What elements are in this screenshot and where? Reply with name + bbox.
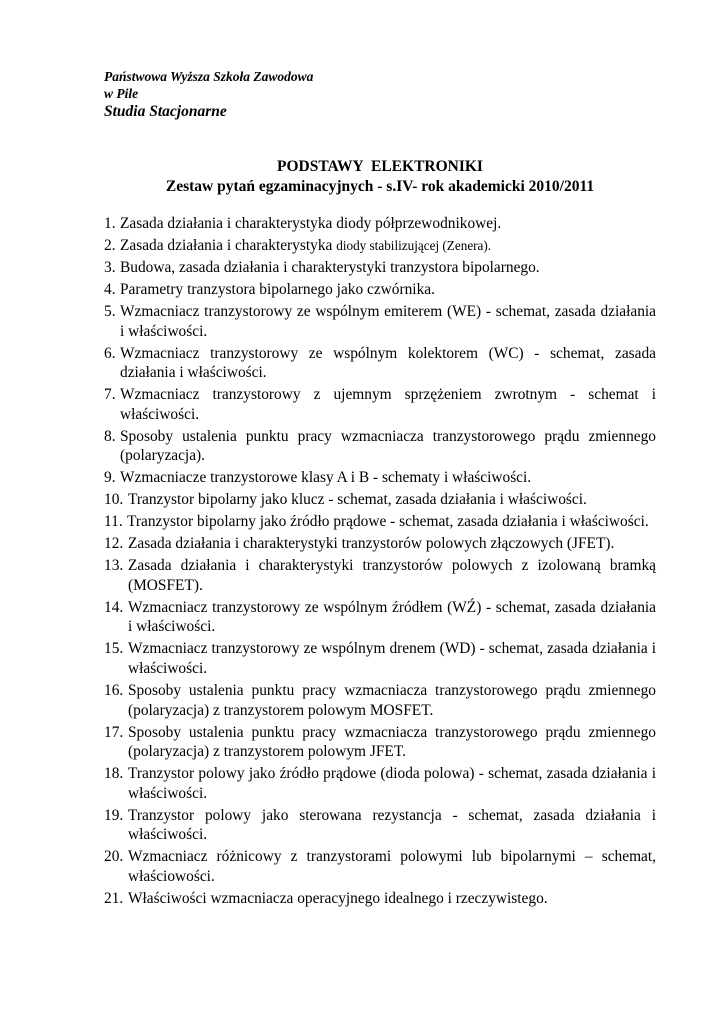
- question-item: [104, 639, 656, 678]
- question-number: 5.: [104, 302, 116, 320]
- question-text: [120, 258, 656, 278]
- question-text-main: Tranzystor bipolarny jako klucz - schemat, zasada działania i właściwości.: [128, 491, 587, 509]
- question-text-main: Budowa, zasada działania i charakterystyki tranzystora bipolarnego.: [120, 258, 540, 276]
- question-number: 10.: [104, 491, 124, 509]
- question-text-main: Sposoby ustalenia punktu pracy wzmacniacza tranzystorowego prądu zmiennego (polaryzacja) z tranzystorem polowym JFET.: [128, 723, 656, 761]
- question-number: 8.: [104, 427, 116, 445]
- question-text: [128, 847, 656, 886]
- question-number: 15.: [104, 640, 124, 658]
- question-text-main: Wzmacniacz tranzystorowy ze wspólnym źródłem (WŹ) - schemat, zasada działania i właściwości.: [128, 598, 656, 636]
- question-text-main: Sposoby ustalenia punktu pracy wzmacniacza tranzystorowego prądu zmiennego (polaryzacja).: [120, 427, 656, 465]
- question-number: 16.: [104, 681, 124, 699]
- question-item: [104, 764, 656, 803]
- question-item: [104, 280, 656, 300]
- question-text: [128, 639, 656, 678]
- question-text: [128, 556, 656, 595]
- question-text-main: Właściwości wzmacniacza operacyjnego idealnego i rzeczywistego.: [128, 889, 548, 907]
- question-number: 19.: [104, 806, 124, 824]
- question-item: [104, 598, 656, 637]
- question-item: [104, 681, 656, 720]
- question-item: [104, 556, 656, 595]
- question-text: [120, 344, 656, 383]
- question-text-main: Parametry tranzystora bipolarnego jako czwórnika.: [120, 280, 435, 298]
- question-text-main: Zasada działania i charakterystyki tranzystorów polowych złączowych (JFET).: [128, 535, 615, 553]
- question-text-main: Wzmacniacz tranzystorowy ze wspólnym drenem (WD) - schemat, zasada działania i właściwości.: [128, 640, 656, 677]
- question-item: [104, 427, 656, 466]
- question-text-main: Wzmacniacze tranzystorowe klasy A i B - schematy i właściwości.: [120, 469, 532, 487]
- question-text: [120, 280, 656, 300]
- question-text: [120, 385, 656, 424]
- question-text: [128, 598, 656, 637]
- question-text-main: Wzmacniacz tranzystorowy ze wspólnym kolektorem (WC) - schemat, zasada działania i właściwości.: [120, 344, 656, 382]
- question-item: [104, 723, 656, 762]
- question-text-main: Tranzystor polowy jako sterowana rezystancja - schemat, zasada działania i właściwości.: [128, 806, 656, 844]
- question-item: [104, 214, 656, 234]
- question-text: [120, 214, 656, 234]
- question-item: [104, 847, 656, 886]
- question-text: [120, 302, 656, 341]
- question-text-main: Wzmacniacz tranzystorowy z ujemnym sprzężeniem zwrotnym - schemat i właściwości.: [120, 386, 656, 423]
- question-text: [128, 806, 656, 845]
- question-text-main: Zasada działania i charakterystyki tranzystorów polowych z izolowaną bramką (MOSFET).: [128, 557, 656, 594]
- question-text: [128, 764, 656, 803]
- question-number: 9.: [104, 469, 116, 487]
- question-item: [104, 344, 656, 383]
- question-text-small: diody stabilizującej (Zenera).: [336, 237, 492, 253]
- question-item: [104, 889, 656, 909]
- question-text: [120, 427, 656, 466]
- question-number: 7.: [104, 386, 116, 404]
- question-text-main: Tranzystor bipolarny jako źródło prądowe - schemat, zasada działania i właściwości.: [127, 513, 649, 531]
- question-text-main: Wzmacniacz tranzystorowy ze wspólnym emiterem (WE) - schemat, zasada działania i właściwości.: [120, 302, 656, 340]
- question-text: [128, 723, 656, 762]
- question-item: [104, 385, 656, 424]
- question-text-main: Tranzystor polowy jako źródło prądowe (dioda polowa) - schemat, zasada działania i właściwości.: [128, 765, 656, 802]
- question-text-main: Zasada działania i charakterystyka: [120, 236, 337, 254]
- question-text-main: Zasada działania i charakterystyka diody półprzewodnikowej.: [120, 215, 502, 232]
- question-number: 2.: [104, 236, 116, 254]
- question-text-main: Wzmacniacz różnicowy z tranzystorami polowymi lub bipolarnymi – schemat, właściowości.: [128, 848, 656, 885]
- question-number: 14.: [104, 598, 124, 616]
- exam-set-title: Zestaw pytań egzaminacyjnych - s.IV- rok akademicki 2010/2011: [165, 178, 595, 195]
- question-item: [104, 236, 656, 256]
- question-item: [104, 490, 656, 510]
- course-title: PODSTAWY ELEKTRONIKI: [277, 158, 483, 175]
- question-item: [104, 512, 656, 532]
- question-text-main: Sposoby ustalenia punktu pracy wzmacniacza tranzystorowego prądu zmiennego (polaryzacja) z tranzystorem polowym MOSFET.: [128, 681, 656, 719]
- document-title-block: [104, 157, 656, 197]
- question-list: [104, 214, 656, 911]
- question-number: 1.: [104, 215, 116, 232]
- question-number: 18.: [104, 765, 124, 783]
- question-number: 6.: [104, 344, 116, 362]
- institution-name: Państwowa Wyższa Szkoła Zawodowa: [104, 69, 314, 84]
- question-item: [104, 534, 656, 554]
- question-text: [120, 236, 656, 256]
- question-number: 21.: [104, 889, 124, 907]
- question-number: 4.: [104, 280, 116, 298]
- question-text: [128, 681, 656, 720]
- question-text: [128, 490, 656, 510]
- question-text: [128, 534, 656, 554]
- question-text: [127, 512, 656, 532]
- question-item: [104, 806, 656, 845]
- study-mode: Studia Stacjonarne: [104, 103, 227, 120]
- institution-header: [104, 68, 313, 121]
- question-number: 12.: [104, 535, 124, 553]
- question-item: [104, 302, 656, 341]
- question-number: 13.: [104, 557, 124, 575]
- institution-city: w Pile: [104, 86, 139, 101]
- question-item: [104, 468, 656, 488]
- question-number: 20.: [104, 848, 124, 866]
- question-number: 3.: [104, 258, 116, 276]
- question-item: [104, 258, 656, 278]
- question-number: 17.: [104, 723, 124, 741]
- question-number: 11.: [104, 513, 123, 531]
- question-text: [120, 468, 656, 488]
- question-text: [128, 889, 656, 909]
